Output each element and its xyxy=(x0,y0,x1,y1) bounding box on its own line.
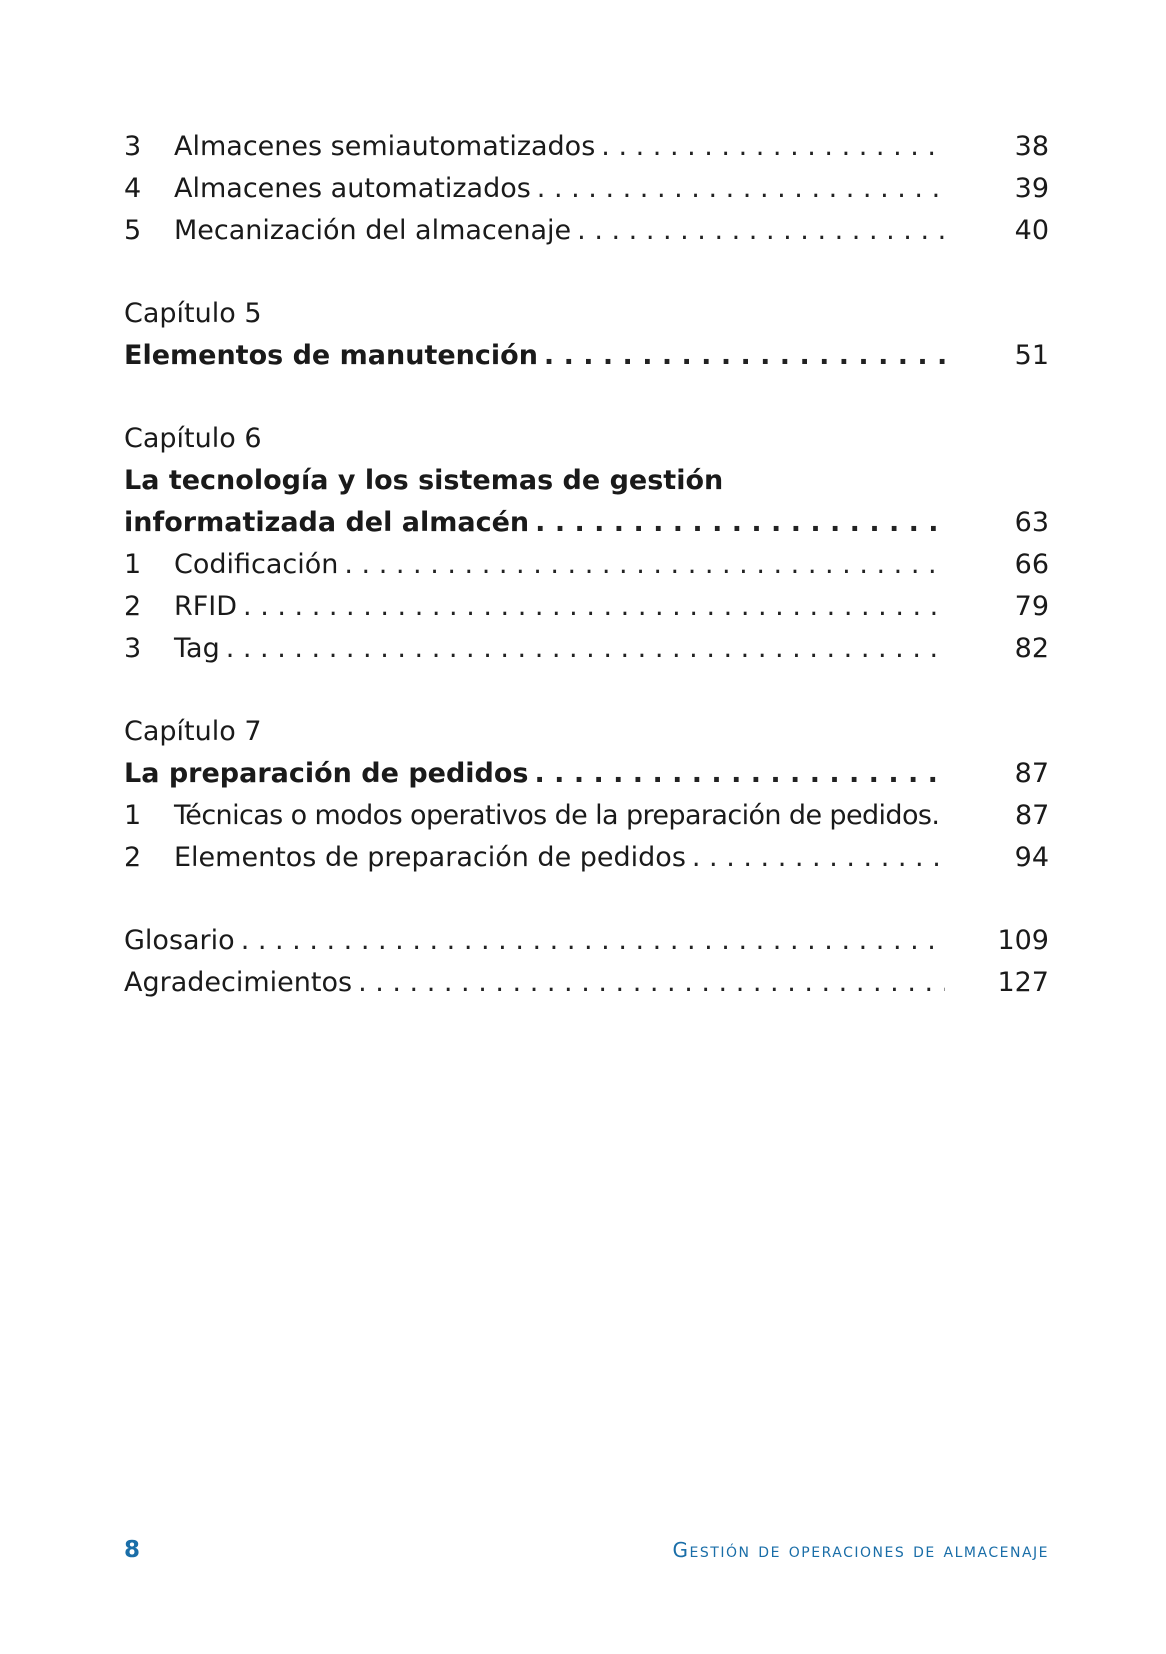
section-spacer xyxy=(124,252,1049,293)
section-spacer xyxy=(124,670,1049,711)
dot-leader xyxy=(537,168,945,210)
toc-entry-number: 3 xyxy=(124,131,142,162)
toc-entry xyxy=(124,628,1049,670)
toc-entry xyxy=(124,210,1049,252)
chapter-title-entry xyxy=(124,335,1049,377)
chapter-page: 63 xyxy=(1014,507,1049,538)
toc-entry xyxy=(124,544,1049,586)
toc-entry-page: 87 xyxy=(1014,800,1050,831)
toc-entry-title: RFID xyxy=(174,591,238,622)
chapter-title-line xyxy=(124,460,1049,502)
chapter-title-entry xyxy=(124,502,1049,544)
back-matter-title: Glosario xyxy=(124,925,235,956)
chapter-label: Capítulo 6 xyxy=(124,423,262,454)
dot-leader xyxy=(601,126,945,168)
toc-entry-title: Técnicas o modos operativos de la preparación de pedidos. xyxy=(174,800,940,831)
dot-leader xyxy=(243,586,945,628)
toc-entry-number: 5 xyxy=(124,215,142,246)
toc-entry-page: 40 xyxy=(1014,215,1049,246)
toc-entry-title: Elementos de preparación de pedidos xyxy=(174,842,686,873)
chapter-title: Elementos de manutención xyxy=(124,340,538,371)
toc-entry-number: 1 xyxy=(124,549,142,580)
dot-leader xyxy=(226,628,945,670)
toc-entry xyxy=(124,168,1049,210)
page-footer xyxy=(124,1537,1049,1563)
running-title: Gestión de operaciones de almacenaje xyxy=(672,1538,1049,1562)
toc-entry xyxy=(124,586,1049,628)
toc-entry-page: 38 xyxy=(1014,131,1049,162)
toc-entry-title: Mecanización del almacenaje xyxy=(174,215,572,246)
toc-entry-number: 2 xyxy=(124,842,142,873)
toc-entry-page: 66 xyxy=(1014,549,1049,580)
dot-leader xyxy=(241,920,945,962)
chapter-title: La preparación de pedidos xyxy=(124,758,529,789)
dot-leader xyxy=(692,837,945,879)
chapter-page: 51 xyxy=(1014,340,1049,371)
toc-entry-page: 94 xyxy=(1014,842,1049,873)
back-matter-entry xyxy=(124,962,1049,1004)
toc-entry-number: 2 xyxy=(124,591,142,622)
chapter-title: La tecnología y los sistemas de gestión xyxy=(124,465,724,496)
toc-entry-title: Almacenes automatizados xyxy=(174,173,531,204)
chapter-title-entry xyxy=(124,753,1049,795)
back-matter-entry xyxy=(124,920,1049,962)
dot-leader xyxy=(544,335,945,377)
section-spacer xyxy=(124,879,1049,920)
toc-entry-page: 39 xyxy=(1014,173,1049,204)
dot-leader xyxy=(358,962,945,1004)
toc-entry-number: 1 xyxy=(124,800,142,831)
toc-entry xyxy=(124,126,1049,168)
toc-entry xyxy=(124,837,1049,879)
back-matter-page: 109 xyxy=(997,925,1049,956)
dot-leader xyxy=(535,502,945,544)
toc-entry-title: Codificación xyxy=(174,549,339,580)
section-spacer xyxy=(124,377,1049,418)
page-number: 8 xyxy=(124,1537,141,1563)
dot-leader xyxy=(577,210,945,252)
table-of-contents xyxy=(124,126,1049,1004)
toc-entry-title: Tag xyxy=(174,633,220,664)
chapter-page: 87 xyxy=(1014,758,1049,789)
toc-entry-page: 79 xyxy=(1014,591,1049,622)
chapter-label: Capítulo 5 xyxy=(124,298,262,329)
toc-entry xyxy=(124,795,1049,837)
back-matter-title: Agradecimientos xyxy=(124,967,353,998)
chapter-label: Capítulo 7 xyxy=(124,716,262,747)
toc-entry-title: Almacenes semiautomatizados xyxy=(174,131,596,162)
chapter-title: informatizada del almacén xyxy=(124,507,530,538)
back-matter-page: 127 xyxy=(997,967,1049,998)
toc-entry-number: 3 xyxy=(124,633,142,664)
dot-leader xyxy=(535,753,946,795)
toc-entry-page: 82 xyxy=(1014,633,1049,664)
toc-entry-number: 4 xyxy=(124,173,142,204)
dot-leader xyxy=(344,544,945,586)
